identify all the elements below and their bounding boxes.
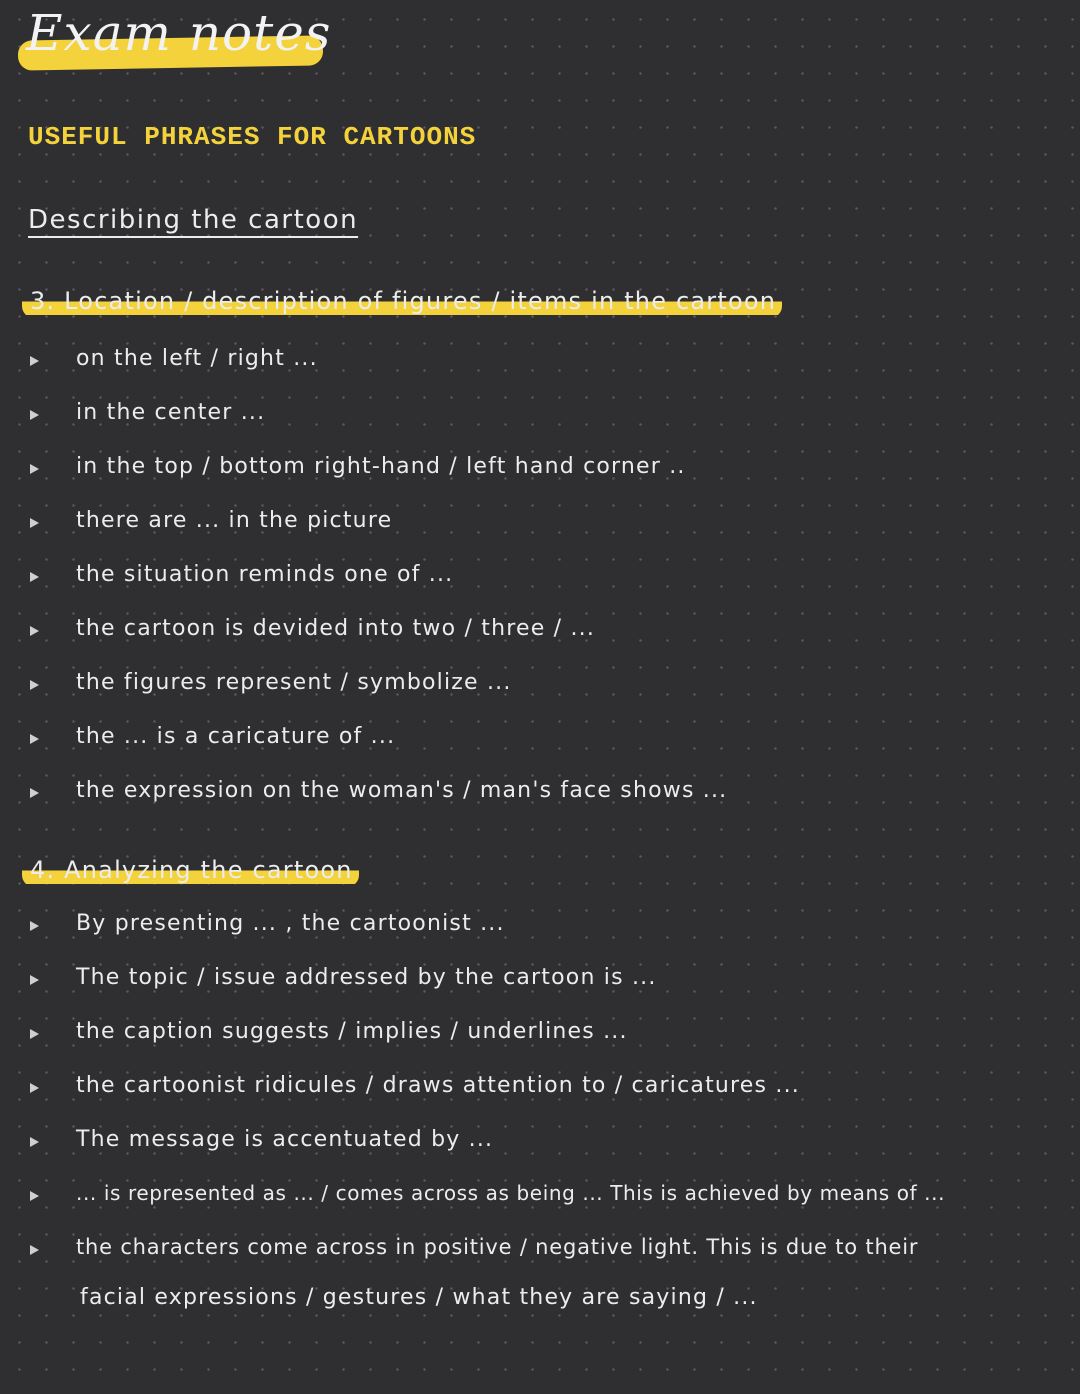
triangle-bullet-icon xyxy=(30,788,39,798)
list-item-text: The message is accentuated by ... xyxy=(76,1127,494,1152)
triangle-bullet-icon xyxy=(30,410,39,420)
triangle-bullet-icon xyxy=(30,1083,39,1093)
list-item xyxy=(0,724,1080,764)
list-item xyxy=(0,670,1080,710)
list-item-text: the caption suggests / implies / underlines ... xyxy=(76,1019,628,1044)
list-item xyxy=(0,1127,1080,1167)
list-item-text: the expression on the woman's / man's face shows ... xyxy=(76,778,728,803)
triangle-bullet-icon xyxy=(30,356,39,366)
list-item-text: ... is represented as ... / comes across as being ... This is achieved by means of ... xyxy=(76,1181,946,1205)
list-item-text: The topic / issue addressed by the cartoon is ... xyxy=(76,965,657,990)
list-item-text: there are ... in the picture xyxy=(76,508,393,533)
list-item xyxy=(0,1019,1080,1059)
triangle-bullet-icon xyxy=(30,680,39,690)
triangle-bullet-icon xyxy=(30,975,39,985)
list-item-text: the characters come across in positive / negative light. This is due to their xyxy=(76,1235,919,1259)
analysis-heading: 4. Analyzing the cartoon xyxy=(22,855,359,887)
list-item-text: the cartoonist ridicules / draws attention to / caricatures ... xyxy=(76,1073,800,1098)
triangle-bullet-icon xyxy=(30,921,39,931)
list-item xyxy=(0,508,1080,548)
triangle-bullet-icon xyxy=(30,626,39,636)
triangle-bullet-icon xyxy=(30,1191,39,1201)
triangle-bullet-icon xyxy=(30,572,39,582)
list-item-text: the situation reminds one of ... xyxy=(76,562,454,587)
list-item-text: the figures represent / symbolize ... xyxy=(76,670,512,695)
list-item xyxy=(0,454,1080,494)
list-item xyxy=(0,562,1080,602)
list-item xyxy=(0,1235,1080,1275)
list-item-text: By presenting ... , the cartoonist ... xyxy=(76,911,505,936)
list-item-text: the ... is a caricature of ... xyxy=(76,724,396,749)
triangle-bullet-icon xyxy=(30,734,39,744)
page-title: Exam notes xyxy=(26,4,332,62)
triangle-bullet-icon xyxy=(30,1245,39,1255)
list-item xyxy=(0,778,1080,818)
list-item-text: in the top / bottom right-hand / left hand corner .. xyxy=(76,454,686,479)
list-item xyxy=(0,911,1080,951)
list-item xyxy=(0,965,1080,1005)
list-item-text: in the center ... xyxy=(76,400,266,425)
list-item-text: on the left / right ... xyxy=(76,346,318,371)
list-item-continuation: facial expressions / gestures / what they are saying / ... xyxy=(80,1285,758,1310)
triangle-bullet-icon xyxy=(30,464,39,474)
list-item xyxy=(0,1181,1080,1221)
list-item xyxy=(0,400,1080,440)
list-item xyxy=(0,346,1080,386)
list-item-text: the cartoon is devided into two / three / ... xyxy=(76,616,596,641)
triangle-bullet-icon xyxy=(30,1137,39,1147)
list-item xyxy=(0,616,1080,656)
section-heading: USEFUL PHRASES FOR CARTOONS xyxy=(28,122,477,152)
list-item xyxy=(0,1073,1080,1113)
location-heading: 3. Location / description of figures / items in the cartoon xyxy=(22,286,782,318)
triangle-bullet-icon xyxy=(30,1029,39,1039)
sub-heading: Describing the cartoon xyxy=(28,205,359,235)
triangle-bullet-icon xyxy=(30,518,39,528)
